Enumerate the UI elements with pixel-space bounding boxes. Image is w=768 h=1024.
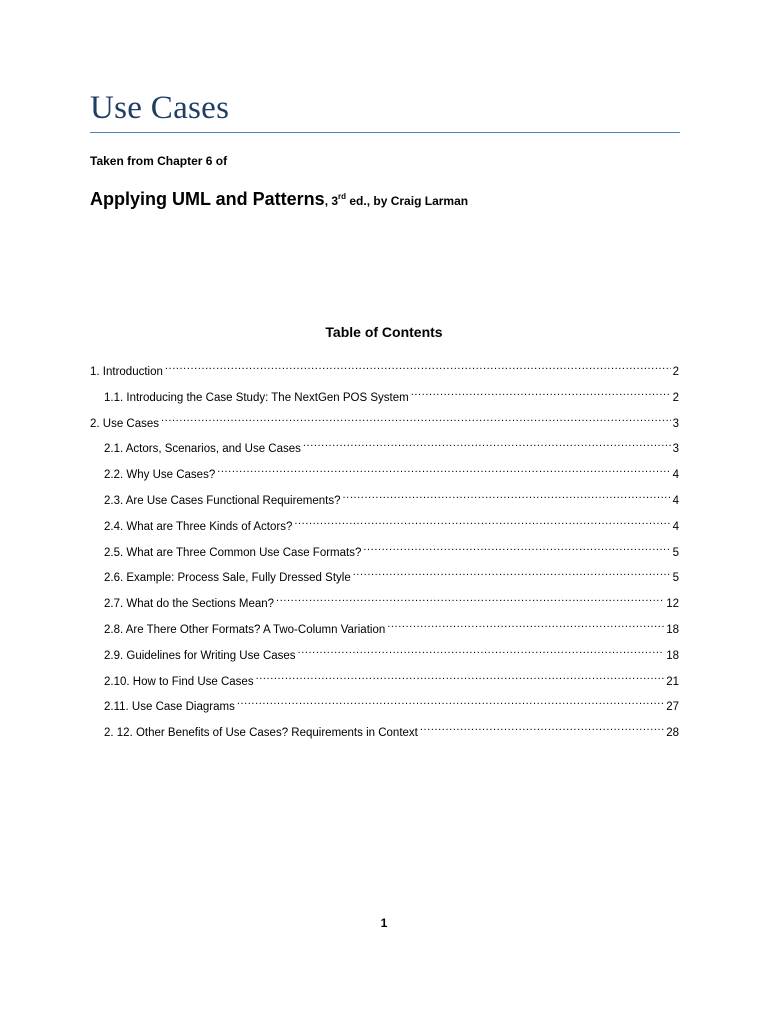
book-edition [331, 194, 468, 208]
toc-entry-label: 2.9. Guidelines for Writing Use Cases [104, 649, 296, 662]
page-number: 1 [380, 916, 388, 930]
toc-entry-label: 2.1. Actors, Scenarios, and Use Cases [104, 443, 301, 456]
toc-entry-label: 2.11. Use Case Diagrams [104, 701, 235, 714]
toc-entry-label: 2.5. What are Three Common Use Case Formats? [104, 546, 362, 559]
toc-dot-leader [256, 667, 665, 685]
toc-entry-page: 27 [666, 701, 679, 714]
book-citation [90, 185, 468, 213]
toc-entry[interactable] [90, 512, 679, 538]
toc-entry[interactable] [90, 486, 679, 512]
toc-entry[interactable] [90, 641, 679, 667]
toc-entry-label: 2. Use Cases [90, 417, 160, 430]
toc-entry-page: 5 [672, 572, 679, 585]
toc-entry-page: 5 [672, 546, 679, 559]
toc-entry-page: 2 [672, 391, 679, 404]
toc-entry[interactable] [90, 589, 679, 615]
document-title: Use Cases [90, 90, 230, 126]
toc-dot-leader [420, 718, 664, 736]
toc-entry-page: 12 [666, 598, 679, 611]
toc-entry[interactable] [90, 383, 679, 409]
toc-dot-leader [343, 486, 671, 504]
toc-entry-page: 18 [666, 623, 679, 636]
toc-dot-leader [165, 357, 671, 375]
toc-dot-leader [303, 434, 671, 452]
book-comma: , [324, 194, 332, 208]
toc-dot-leader [294, 512, 670, 530]
toc-dot-leader [387, 615, 664, 633]
toc-entry-page: 4 [672, 494, 679, 507]
toc-entry-page: 21 [666, 675, 679, 688]
toc-entry-page: 4 [672, 469, 679, 482]
toc-entry-page: 3 [672, 417, 679, 430]
toc-dot-leader [353, 563, 671, 581]
toc-entry[interactable] [90, 718, 679, 744]
toc-entry-label: 2.8. Are There Other Formats? A Two-Column Variation [104, 623, 386, 636]
toc-dot-leader [161, 409, 671, 427]
toc-entry[interactable] [90, 615, 679, 641]
toc-entry-page: 2 [672, 366, 679, 378]
book-edition-rest: ed., by Craig Larman [346, 194, 469, 208]
book-edition-number: 3 [331, 194, 339, 208]
toc-entry-label: 2.10. How to Find Use Cases [104, 675, 254, 688]
toc-dot-leader [298, 641, 665, 659]
toc-dot-leader [276, 589, 664, 607]
toc-heading: Table of Contents [325, 324, 443, 340]
toc-entry-label: 2.4. What are Three Kinds of Actors? [104, 520, 293, 533]
toc-entry-label: 2. 12. Other Benefits of Use Cases? Requirements in Context [104, 727, 418, 740]
title-underline [90, 132, 680, 133]
toc-entry[interactable] [90, 692, 679, 718]
toc-entry[interactable] [90, 538, 679, 564]
toc-entry-label: 1. Introduction [90, 366, 163, 378]
toc-entry[interactable] [90, 460, 679, 486]
toc-dot-leader [217, 460, 670, 478]
toc-dot-leader [363, 538, 670, 556]
toc-entry-page: 4 [672, 520, 679, 533]
toc-entry-label: 2.3. Are Use Cases Functional Requirements? [104, 494, 341, 507]
toc-dot-leader [237, 692, 664, 710]
toc-entry-label: 2.6. Example: Process Sale, Fully Dressed Style [104, 572, 351, 585]
book-title: Applying UML and Patterns [90, 189, 325, 209]
book-edition-suffix: rd [338, 192, 347, 201]
toc-entry-label: 2.2. Why Use Cases? [104, 469, 216, 482]
source-line: Taken from Chapter 6 of [90, 154, 228, 168]
toc-entry[interactable] [90, 357, 679, 383]
table-of-contents [90, 357, 679, 744]
toc-entry-page: 3 [672, 443, 679, 456]
toc-entry[interactable] [90, 434, 679, 460]
toc-entry[interactable] [90, 667, 679, 693]
toc-entry-label: 1.1. Introducing the Case Study: The NextGen POS System [104, 391, 409, 404]
toc-entry-page: 18 [666, 649, 679, 662]
toc-dot-leader [411, 383, 671, 401]
toc-entry-page: 28 [666, 727, 679, 740]
toc-entry[interactable] [90, 563, 679, 589]
toc-entry[interactable] [90, 409, 679, 435]
toc-entry-label: 2.7. What do the Sections Mean? [104, 598, 275, 611]
